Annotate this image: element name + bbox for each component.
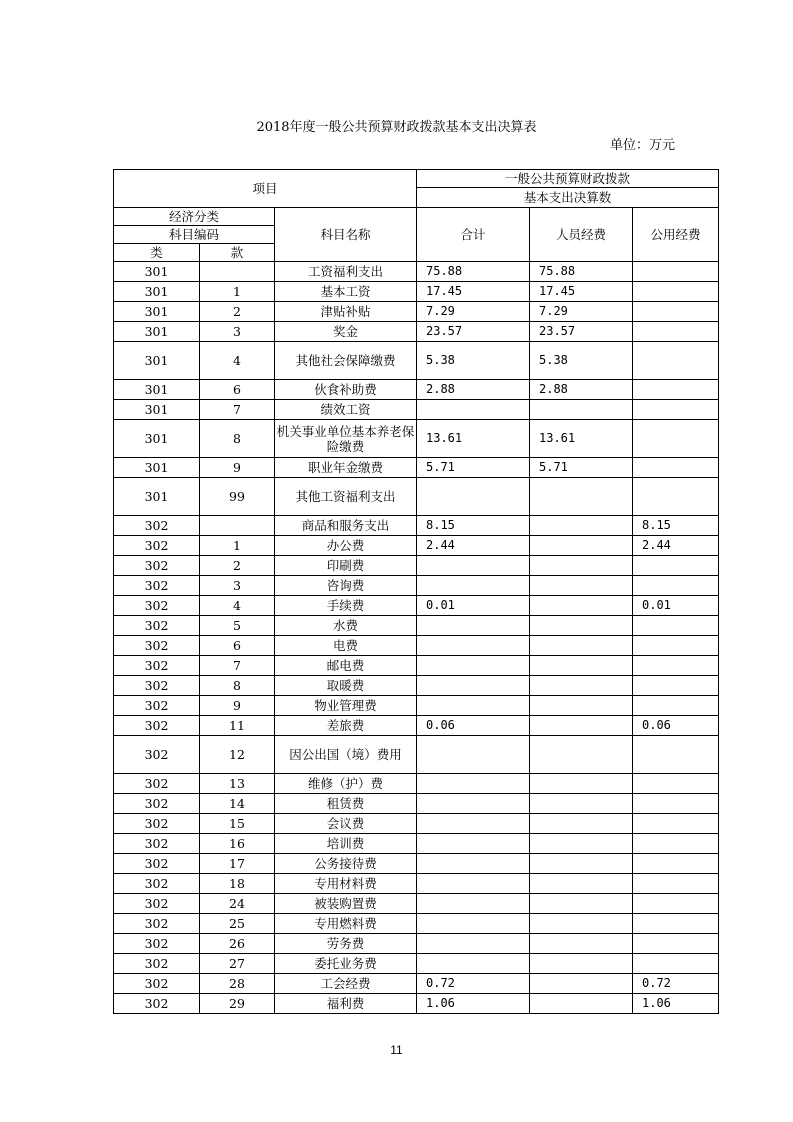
header-total: 合计 [417, 208, 530, 262]
cell-subject-name: 工资福利支出 [275, 262, 417, 282]
cell-subject-name: 水费 [275, 616, 417, 636]
cell-total: 0.01 [417, 596, 530, 616]
cell-lei: 302 [114, 994, 200, 1014]
cell-subject-name: 福利费 [275, 994, 417, 1014]
cell-kuan: 9 [200, 458, 275, 478]
cell-public [633, 814, 719, 834]
cell-kuan: 11 [200, 716, 275, 736]
table-row [114, 282, 719, 302]
cell-public [633, 636, 719, 656]
cell-public [633, 894, 719, 914]
cell-kuan: 6 [200, 636, 275, 656]
table-row [114, 616, 719, 636]
cell-subject-name: 委托业务费 [275, 954, 417, 974]
header-personnel: 人员经费 [530, 208, 633, 262]
cell-personnel [530, 894, 633, 914]
cell-subject-name: 被装购置费 [275, 894, 417, 914]
header-fund: 一般公共预算财政拨款 [417, 170, 719, 188]
cell-subject-name: 取暖费 [275, 676, 417, 696]
cell-public [633, 794, 719, 814]
cell-subject-name: 差旅费 [275, 716, 417, 736]
cell-public: 0.72 [633, 974, 719, 994]
header-public: 公用经费 [633, 208, 719, 262]
cell-kuan: 4 [200, 596, 275, 616]
table-row [114, 342, 719, 380]
cell-subject-name: 专用燃料费 [275, 914, 417, 934]
cell-personnel [530, 556, 633, 576]
cell-total [417, 576, 530, 596]
cell-kuan: 7 [200, 656, 275, 676]
cell-subject-name: 劳务费 [275, 934, 417, 954]
cell-public [633, 934, 719, 954]
cell-subject-name: 维修（护）费 [275, 774, 417, 794]
table-row [114, 322, 719, 342]
cell-total [417, 696, 530, 716]
cell-kuan: 7 [200, 400, 275, 420]
cell-kuan: 14 [200, 794, 275, 814]
cell-kuan: 16 [200, 834, 275, 854]
cell-public [633, 420, 719, 458]
header-subject-name: 科目名称 [275, 208, 417, 262]
cell-personnel [530, 774, 633, 794]
cell-lei: 302 [114, 556, 200, 576]
table-row [114, 302, 719, 322]
cell-total: 0.72 [417, 974, 530, 994]
cell-subject-name: 伙食补助费 [275, 380, 417, 400]
table-row [114, 676, 719, 696]
table-row [114, 854, 719, 874]
cell-public: 0.01 [633, 596, 719, 616]
cell-kuan: 99 [200, 478, 275, 516]
cell-kuan: 17 [200, 854, 275, 874]
cell-public [633, 322, 719, 342]
cell-total [417, 400, 530, 420]
cell-public [633, 656, 719, 676]
cell-public [633, 576, 719, 596]
cell-kuan: 3 [200, 576, 275, 596]
table-row [114, 874, 719, 894]
table-row [114, 556, 719, 576]
table-row [114, 636, 719, 656]
cell-kuan: 25 [200, 914, 275, 934]
cell-lei: 302 [114, 894, 200, 914]
cell-total: 0.06 [417, 716, 530, 736]
cell-personnel [530, 874, 633, 894]
cell-personnel [530, 676, 633, 696]
cell-public [633, 616, 719, 636]
cell-personnel [530, 954, 633, 974]
cell-personnel: 13.61 [530, 420, 633, 458]
cell-kuan: 12 [200, 736, 275, 774]
cell-subject-name: 租赁费 [275, 794, 417, 814]
cell-total [417, 874, 530, 894]
cell-lei: 302 [114, 616, 200, 636]
cell-subject-name: 培训费 [275, 834, 417, 854]
cell-kuan: 4 [200, 342, 275, 380]
cell-total [417, 814, 530, 834]
cell-personnel [530, 536, 633, 556]
cell-lei: 302 [114, 676, 200, 696]
header-econ-class: 经济分类 [114, 208, 275, 226]
cell-public: 1.06 [633, 994, 719, 1014]
cell-public [633, 302, 719, 322]
cell-total: 2.88 [417, 380, 530, 400]
header-lei: 类 [114, 244, 200, 262]
cell-total [417, 854, 530, 874]
cell-subject-name: 津贴补贴 [275, 302, 417, 322]
cell-public: 8.15 [633, 516, 719, 536]
table-row [114, 400, 719, 420]
page-title: 2018年度一般公共预算财政拨款基本支出决算表 [256, 120, 537, 135]
cell-subject-name: 职业年金缴费 [275, 458, 417, 478]
cell-subject-name: 会议费 [275, 814, 417, 834]
cell-total [417, 556, 530, 576]
cell-subject-name: 奖金 [275, 322, 417, 342]
cell-kuan: 1 [200, 536, 275, 556]
cell-public [633, 556, 719, 576]
cell-total [417, 676, 530, 696]
table-row [114, 794, 719, 814]
cell-total: 13.61 [417, 420, 530, 458]
cell-kuan: 29 [200, 994, 275, 1014]
cell-total: 2.44 [417, 536, 530, 556]
cell-kuan: 1 [200, 282, 275, 302]
table-row [114, 934, 719, 954]
table-row [114, 478, 719, 516]
cell-total [417, 894, 530, 914]
cell-public: 2.44 [633, 536, 719, 556]
table-row [114, 994, 719, 1014]
cell-personnel [530, 934, 633, 954]
table-row [114, 834, 719, 854]
cell-public [633, 262, 719, 282]
cell-lei: 301 [114, 420, 200, 458]
table-row [114, 262, 719, 282]
cell-lei: 302 [114, 536, 200, 556]
cell-subject-name: 办公费 [275, 536, 417, 556]
cell-subject-name: 电费 [275, 636, 417, 656]
cell-subject-name: 专用材料费 [275, 874, 417, 894]
cell-total: 7.29 [417, 302, 530, 322]
table-row [114, 774, 719, 794]
cell-lei: 302 [114, 736, 200, 774]
cell-lei: 302 [114, 774, 200, 794]
cell-lei: 302 [114, 636, 200, 656]
cell-lei: 302 [114, 954, 200, 974]
cell-personnel [530, 834, 633, 854]
cell-personnel [530, 994, 633, 1014]
cell-subject-name: 其他社会保障缴费 [275, 342, 417, 380]
cell-public: 0.06 [633, 716, 719, 736]
cell-lei: 301 [114, 478, 200, 516]
table-row [114, 716, 719, 736]
cell-subject-name: 绩效工资 [275, 400, 417, 420]
cell-public [633, 736, 719, 774]
cell-subject-name: 因公出国（境）费用 [275, 736, 417, 774]
header-basic: 基本支出决算数 [417, 188, 719, 208]
cell-subject-name: 基本工资 [275, 282, 417, 302]
cell-lei: 301 [114, 380, 200, 400]
table-row [114, 894, 719, 914]
cell-lei: 301 [114, 302, 200, 322]
cell-public [633, 774, 719, 794]
cell-subject-name: 商品和服务支出 [275, 516, 417, 536]
cell-lei: 301 [114, 282, 200, 302]
cell-kuan: 8 [200, 420, 275, 458]
cell-total [417, 834, 530, 854]
cell-personnel [530, 814, 633, 834]
cell-total [417, 794, 530, 814]
cell-subject-name: 工会经费 [275, 974, 417, 994]
cell-personnel [530, 974, 633, 994]
cell-personnel: 5.38 [530, 342, 633, 380]
cell-lei: 302 [114, 814, 200, 834]
cell-total: 17.45 [417, 282, 530, 302]
cell-total [417, 934, 530, 954]
cell-lei: 301 [114, 262, 200, 282]
cell-lei: 302 [114, 716, 200, 736]
cell-kuan: 26 [200, 934, 275, 954]
cell-personnel [530, 696, 633, 716]
cell-total: 75.88 [417, 262, 530, 282]
table-row [114, 458, 719, 478]
cell-personnel [530, 914, 633, 934]
cell-public [633, 478, 719, 516]
cell-kuan: 27 [200, 954, 275, 974]
table-row [114, 914, 719, 934]
table-row [114, 380, 719, 400]
cell-public [633, 458, 719, 478]
table-row [114, 516, 719, 536]
cell-subject-name: 物业管理费 [275, 696, 417, 716]
cell-kuan [200, 516, 275, 536]
table-row [114, 420, 719, 458]
cell-personnel [530, 794, 633, 814]
cell-subject-name: 机关事业单位基本养老保险缴费 [275, 420, 417, 458]
header-kuan: 款 [200, 244, 275, 262]
cell-kuan: 3 [200, 322, 275, 342]
cell-kuan: 28 [200, 974, 275, 994]
table-row [114, 656, 719, 676]
cell-personnel [530, 656, 633, 676]
cell-lei: 302 [114, 576, 200, 596]
cell-personnel [530, 854, 633, 874]
cell-personnel: 5.71 [530, 458, 633, 478]
cell-public [633, 400, 719, 420]
cell-lei: 302 [114, 656, 200, 676]
cell-kuan: 5 [200, 616, 275, 636]
cell-lei: 302 [114, 696, 200, 716]
table-row [114, 814, 719, 834]
cell-total: 23.57 [417, 322, 530, 342]
header-project: 项目 [114, 170, 417, 208]
expenditure-table [113, 169, 719, 1014]
cell-kuan: 2 [200, 302, 275, 322]
cell-total [417, 914, 530, 934]
cell-subject-name: 其他工资福利支出 [275, 478, 417, 516]
table-row [114, 736, 719, 774]
cell-personnel [530, 478, 633, 516]
table-row [114, 696, 719, 716]
cell-lei: 301 [114, 400, 200, 420]
cell-total [417, 774, 530, 794]
cell-personnel: 23.57 [530, 322, 633, 342]
table-row [114, 576, 719, 596]
cell-kuan: 13 [200, 774, 275, 794]
cell-kuan: 2 [200, 556, 275, 576]
cell-personnel [530, 636, 633, 656]
cell-personnel [530, 516, 633, 536]
cell-lei: 302 [114, 854, 200, 874]
cell-total [417, 736, 530, 774]
page-number: 11 [390, 1043, 403, 1057]
cell-total: 5.38 [417, 342, 530, 380]
cell-lei: 302 [114, 516, 200, 536]
cell-kuan: 6 [200, 380, 275, 400]
cell-public [633, 380, 719, 400]
cell-lei: 302 [114, 794, 200, 814]
cell-lei: 302 [114, 914, 200, 934]
cell-kuan: 8 [200, 676, 275, 696]
table-row [114, 954, 719, 974]
cell-lei: 302 [114, 596, 200, 616]
cell-subject-name: 邮电费 [275, 656, 417, 676]
cell-personnel [530, 596, 633, 616]
cell-kuan: 15 [200, 814, 275, 834]
table-row [114, 596, 719, 616]
table-row [114, 974, 719, 994]
cell-public [633, 954, 719, 974]
cell-lei: 301 [114, 342, 200, 380]
table-body [114, 170, 719, 1014]
cell-kuan [200, 262, 275, 282]
cell-lei: 302 [114, 834, 200, 854]
cell-kuan: 9 [200, 696, 275, 716]
cell-lei: 301 [114, 458, 200, 478]
cell-total [417, 636, 530, 656]
cell-lei: 302 [114, 974, 200, 994]
cell-lei: 302 [114, 934, 200, 954]
cell-public [633, 282, 719, 302]
cell-total: 5.71 [417, 458, 530, 478]
cell-lei: 301 [114, 322, 200, 342]
cell-total [417, 616, 530, 636]
cell-total [417, 954, 530, 974]
cell-personnel: 75.88 [530, 262, 633, 282]
cell-personnel [530, 400, 633, 420]
cell-public [633, 342, 719, 380]
table-row [114, 536, 719, 556]
cell-public [633, 676, 719, 696]
header-subject-code: 科目编码 [114, 226, 275, 244]
cell-personnel: 2.88 [530, 380, 633, 400]
cell-personnel [530, 716, 633, 736]
cell-total [417, 478, 530, 516]
cell-subject-name: 印刷费 [275, 556, 417, 576]
cell-subject-name: 公务接待费 [275, 854, 417, 874]
cell-public [633, 696, 719, 716]
cell-kuan: 18 [200, 874, 275, 894]
cell-personnel [530, 576, 633, 596]
cell-public [633, 914, 719, 934]
cell-lei: 302 [114, 874, 200, 894]
cell-personnel [530, 616, 633, 636]
cell-public [633, 854, 719, 874]
cell-kuan: 24 [200, 894, 275, 914]
cell-subject-name: 手续费 [275, 596, 417, 616]
cell-public [633, 834, 719, 854]
cell-personnel [530, 736, 633, 774]
cell-personnel: 7.29 [530, 302, 633, 322]
cell-subject-name: 咨询费 [275, 576, 417, 596]
cell-total: 1.06 [417, 994, 530, 1014]
cell-total: 8.15 [417, 516, 530, 536]
cell-personnel: 17.45 [530, 282, 633, 302]
cell-public [633, 874, 719, 894]
unit-label: 单位：万元 [609, 138, 675, 153]
cell-total [417, 656, 530, 676]
